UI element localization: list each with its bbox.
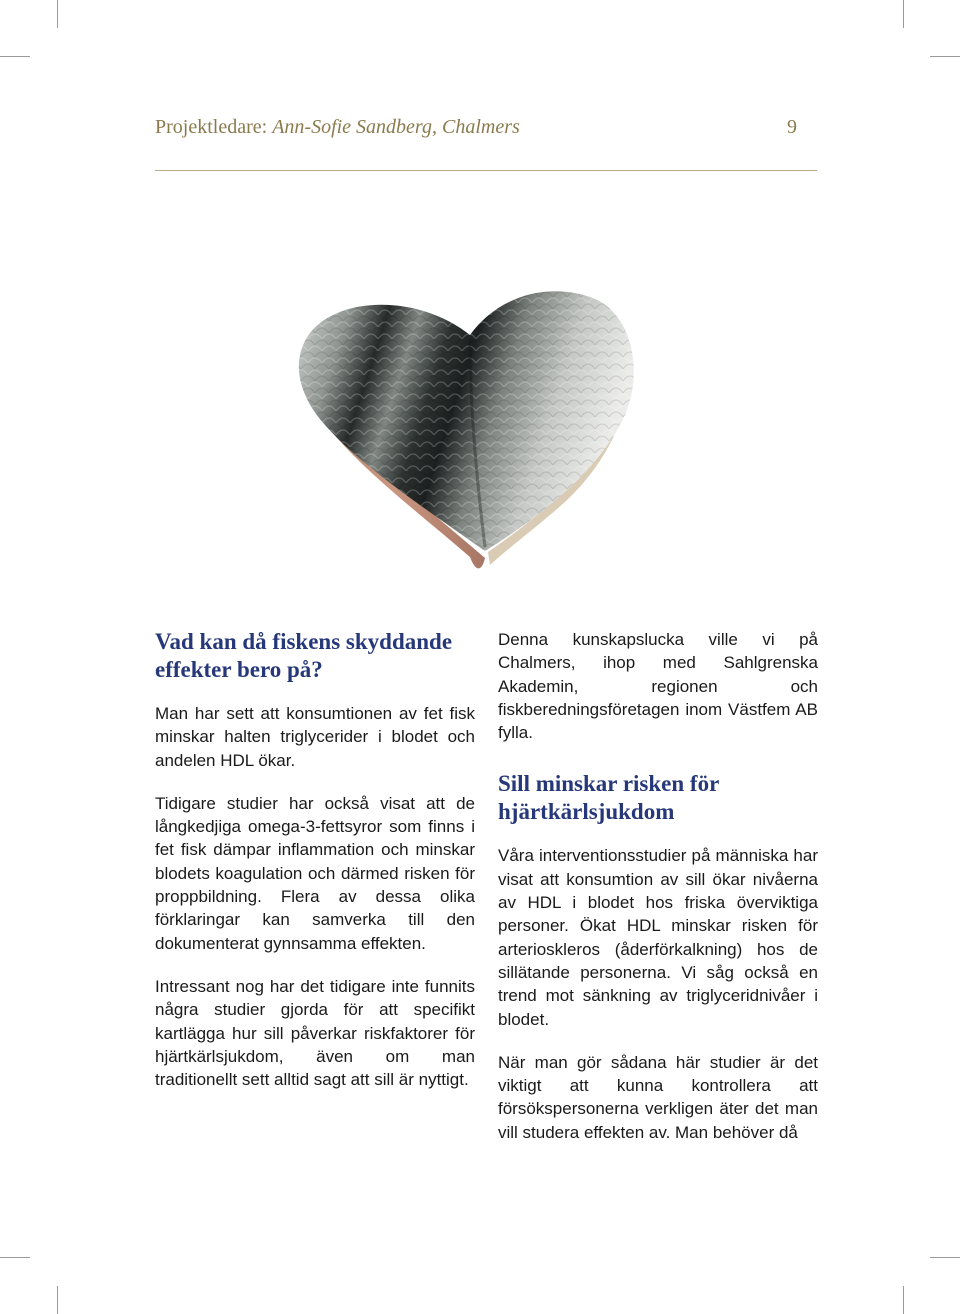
crop-mark: [0, 1257, 30, 1258]
right-column: [498, 628, 818, 1164]
crop-mark: [903, 1286, 904, 1314]
crop-mark: [0, 56, 30, 57]
header-rule: [155, 170, 817, 171]
body-paragraph: Denna kunskapslucka ville vi på Chalmers, ihop med Sahlgrenska Akademin, regionen och fiskberedningsföretagen inom Västfem AB fylla.: [498, 630, 818, 743]
section-heading: Sill minskar risken för hjärtkärlsjukdom: [498, 771, 719, 825]
crop-mark: [930, 1257, 960, 1258]
body-paragraph: Intressant nog har det tidigare inte funnits några studier gjorda för att specifikt kartlägga hur sill påverkar riskfaktorer för hjärtkärlsjukdom, även om man traditionellt sett alltid sagt att sill är nyttigt.: [155, 976, 475, 1090]
body-paragraph: Våra interventionsstudier på människa har visat att konsumtion av sill ökar nivåerna av HDL i blodet hos friska överviktiga personer. Ökat HDL minskar risken för arterioskleros (åderförkalkning) hos de sillätande personerna. Vi såg också en trend mot sänkning av triglyceridnivåer i blodet.: [498, 846, 818, 1029]
header-text: [155, 116, 520, 139]
body-paragraph: När man gör sådana här studier är det viktigt att kunna kontrollera att försökspersonerna verkligen äter det man vill studera effekten av. Man behöver då: [498, 1052, 818, 1142]
herring-heart-icon: [280, 255, 660, 575]
running-header: [155, 116, 817, 146]
page-number: 9: [787, 116, 797, 138]
crop-mark: [930, 56, 960, 57]
header-project-leader: Ann-Sofie Sandberg, Chalmers: [272, 116, 520, 138]
crop-mark: [57, 1286, 58, 1314]
crop-mark: [57, 0, 58, 28]
left-column: [155, 628, 475, 1111]
section-heading: Vad kan då fiskens skyddande effekter bero på?: [155, 629, 453, 682]
header-label: Projektledare:: [155, 116, 268, 138]
herring-heart-photo: [280, 255, 660, 575]
crop-mark: [903, 0, 904, 28]
body-paragraph: Man har sett att konsumtionen av fet fisk minskar halten triglycerider i blodet och andelen HDL ökar.: [155, 704, 475, 770]
body-paragraph: Tidigare studier har också visat att de långkedjiga omega-3-fettsyror som finns i fet fisk dämpar inflammation och minskar blodets koagulation och därmed risken för proppbildning. Flera av dessa olika förklaringar kan samverka till den dokumenterat gynnsamma effekten.: [155, 793, 475, 953]
